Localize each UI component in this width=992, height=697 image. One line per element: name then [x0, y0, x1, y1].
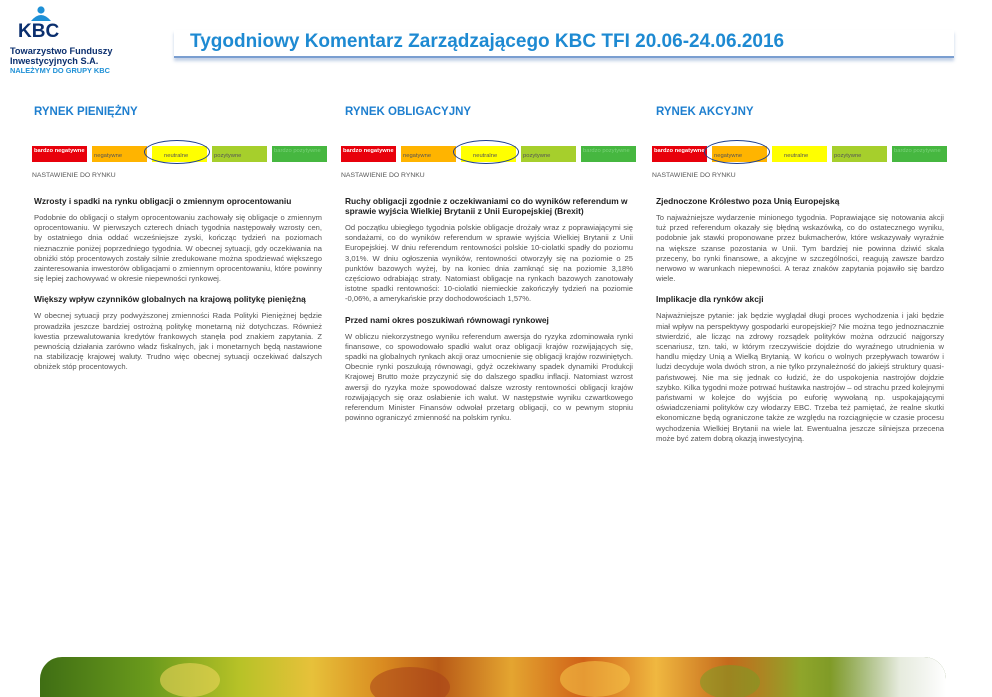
section-heading: Ruchy obligacji zgodnie z oczekiwaniami co do wyników referendum w sprawie wyjścia Wielkiej Brytanii z Unii Europejskiej (Brexit) [345, 196, 628, 216]
section-paragraph: To najważniejsze wydarzenie minionego tygodnia. Poprawiające się notowania akcji tuż przed referendum okazały się błędną wskazówką, co do ostatecznego wyniku, podobnie jak stawki proponowane przez bukmacherów, które wskazywały wyraźnie na większe szanse pozostania w Unii. Tym bardziej nie powinna dziwić skala przeceny, bo rynki finansowe, a akcyjne w szczególności, reagują zawsze bardzo nerwowo w warunkach niepewności. A teraz znaków zapytania pojawiło się bardzo wiele. [656, 213, 944, 284]
scale-positive: pozytywne [212, 146, 267, 162]
banner-highlight [370, 667, 450, 697]
section-heading: Zjednoczone Królestwo poza Unią Europejską [656, 196, 840, 206]
market-attitude-label: NASTAWIENIE DO RYNKU [341, 172, 425, 179]
logo-company-line-1: Towarzystwo Funduszy [10, 46, 113, 56]
section-heading: Wzrosty i spadki na rynku obligacji o zmiennym oprocentowaniu [34, 196, 292, 206]
scale-very-negative: bardzo negatywne [341, 146, 396, 162]
scale-very-negative: bardzo negatywne [32, 146, 87, 162]
column-content [656, 196, 944, 454]
sentiment-scale [341, 146, 641, 162]
scale-positive: pozytywne [521, 146, 576, 162]
decorative-banner-image [40, 657, 946, 697]
scale-very-positive: bardzo pozytywne [272, 146, 327, 162]
logo-wordmark: KBC [18, 21, 60, 42]
kbc-person-icon [30, 6, 52, 22]
section-paragraph: W obecnej sytuacji przy podwyższonej zmienności Rada Polityki Pieniężnej będzie prowadziła jeszcze bardziej ostrożną politykę monetarną niż dotychczas. Również kwestia przewalutowania kredytów frankowych stanęła pod znakiem zapytania. Z pewnością działania zarówno władz fiskalnych, jak i monetarnych będą nastawione na stabilizację krajowej waluty. Trudno więc obecnej sytuacji oczekiwać dalszych obniżek stóp procentowych. [34, 311, 322, 372]
banner-highlight [700, 665, 760, 697]
banner-highlight [560, 661, 630, 697]
banner-fade [830, 657, 946, 697]
market-attitude-label: NASTAWIENIE DO RYNKU [652, 172, 736, 179]
scale-negative: negatywne [401, 146, 456, 162]
column-title: RYNEK PIENIĘŻNY [34, 106, 138, 118]
page-title: Tygodniowy Komentarz Zarządzającego KBC TFI 20.06-24.06.2016 [190, 31, 785, 52]
scale-very-negative: bardzo negatywne [652, 146, 707, 162]
section-heading: Implikacje dla rynków akcji [656, 294, 764, 305]
column-rynek-pieniezny [32, 106, 324, 372]
column-title: RYNEK OBLIGACYJNY [345, 106, 472, 118]
sentiment-scale [652, 146, 952, 162]
section-paragraph: Najważniejsze pytanie: jak będzie wyglądał długi proces wychodzenia i jaki będzie miał wpływ na perspektywy gospodarki europejskiej? Nie można tego jednoznacznie stwierdzić, ale licząc na zdrowy rozsądek polityków można odrzucić najgorszy scenariusz, tzn. taki, w którym rzeczywiście dojdzie do wyraźnego utrudnienia w handlu między Unią a Wielką Brytanią. W końcu o wolnych przepływach towarów i ludzi decyduje wola dwóch stron, a nie tylko przynależność do jakiejś struktury quasi-państwowej. Nie ma się jednak co łudzić, że do uspokojenia nastrojów dojdzie szybko. Kilka tygodni może potrwać huśtawka nastrojów – od strachu przed kolejnymi państwami w kolejce do wyjścia po euforię wywołaną np. uspokajającymi oświadczeniami polityków czy włodarzy EBC. Trzeba też pamiętać, że realne skutki ekonomiczne będą ograniczone także ze względu na rozciągnięcie w czasie procesu wychodzenia Wielkiej Brytanii na wiele lat. Ewentualna jeszcze silniejsza przecena może być zatem dobrą okazją inwestycyjną. [656, 311, 944, 443]
column-rynek-akcyjny [652, 106, 946, 443]
scale-neutral: neutralne [461, 146, 516, 162]
kbc-logo [8, 6, 158, 86]
scale-neutral: neutralne [772, 146, 827, 162]
banner-highlight [160, 663, 220, 697]
logo-company-line-2: Inwestycyjnych S.A. [10, 56, 99, 66]
section-paragraph: Podobnie do obligacji o stałym oprocentowaniu zachowały się obligacje o zmiennym oprocentowaniu. W pierwszych czterech dniach tygodnia następowały wzrosty cen, by ostatniego dnia oddać wcześniejsze zyski, kończąc tydzień na poziomach nieznacznie poniżej poprzedniego tygodnia. W obecnej sytuacji, gdy oczekiwania na obniżki stóp procentowych zostały silnie zredukowane można spodziewać większego zainteresowania inwestorów obligacjami o zmiennym oprocentowaniu, które powinny się lepiej zachowywać w okresie niepewności rynkowej. [34, 213, 322, 284]
selected-sentiment-marker [453, 140, 519, 164]
scale-very-positive: bardzo pozytywne [892, 146, 947, 162]
scale-very-positive: bardzo pozytywne [581, 146, 636, 162]
scale-negative: negatywne [712, 146, 767, 162]
column-content [345, 196, 633, 433]
logo-tagline: NALEŻYMY DO GRUPY KBC [10, 66, 110, 75]
section-heading: Większy wpływ czynników globalnych na krajową politykę pieniężną [34, 294, 306, 305]
section-paragraph: Od początku ubiegłego tygodnia polskie obligacje drożały wraz z poprawiającymi się sondażami, co do wyników referendum w sprawie wyjścia Wielkiej Brytanii z Unii Europejskiej. W dniu referendum rentowności polskie 10-ciolatki spadły do poziomu 3,01%. W dniu ogłoszenia wyników, rentowności otworzyły się na poziomie o 25 punktów bazowych wyżej, by na koniec dnia zamknąć się na poziomie 3,18% częściowo odrabiając straty. Natomiast obligacje na rynkach bazowych zanotowały istotne spadki rentowności: 10-ciolatki niemieckie zakończyły tydzień na poziomie -0,06%, a amerykańskie przy dochodowościach 1,57%. [345, 223, 633, 304]
market-attitude-label: NASTAWIENIE DO RYNKU [32, 172, 116, 179]
title-bar [174, 30, 954, 58]
column-title: RYNEK AKCYJNY [656, 106, 754, 118]
column-content [34, 196, 322, 383]
scale-negative: negatywne [92, 146, 147, 162]
scale-positive: pozytywne [832, 146, 887, 162]
selected-sentiment-marker [144, 140, 210, 164]
sentiment-scale [32, 146, 332, 162]
selected-sentiment-marker [704, 140, 770, 164]
section-heading: Przed nami okres poszukiwań równowagi rynkowej [345, 314, 549, 325]
column-rynek-obligacyjny [341, 106, 635, 423]
scale-neutral: neutralne [152, 146, 207, 162]
section-paragraph: W obliczu niekorzystnego wyniku referendum awersja do ryzyka zdominowała rynki finansowe, co spowodowało spadki walut oraz obligacji krajów rozwijających się, spadki na globalnych rynkach akcji oraz umocnienie się obligacji krajów rozwiniętych. Obecnie rynki poszukują równowagi, gdyż oczekiwany spadek dynamiki Produkcji Krajowej Brutto może przyczynić się do dalszego spadku inflacji. Natomiast wzrost awersji do ryzyka może spowodować dalsze wzrosty rentowności obligacji krajów rozwijających się oraz osłabienie ich walut. W następstwie wyniku czwartkowego referendum Minister Finansów odwołał przetarg obligacji, co w pewnym stopniu powinno ograniczyć zmienność na polskim rynku. [345, 331, 633, 423]
